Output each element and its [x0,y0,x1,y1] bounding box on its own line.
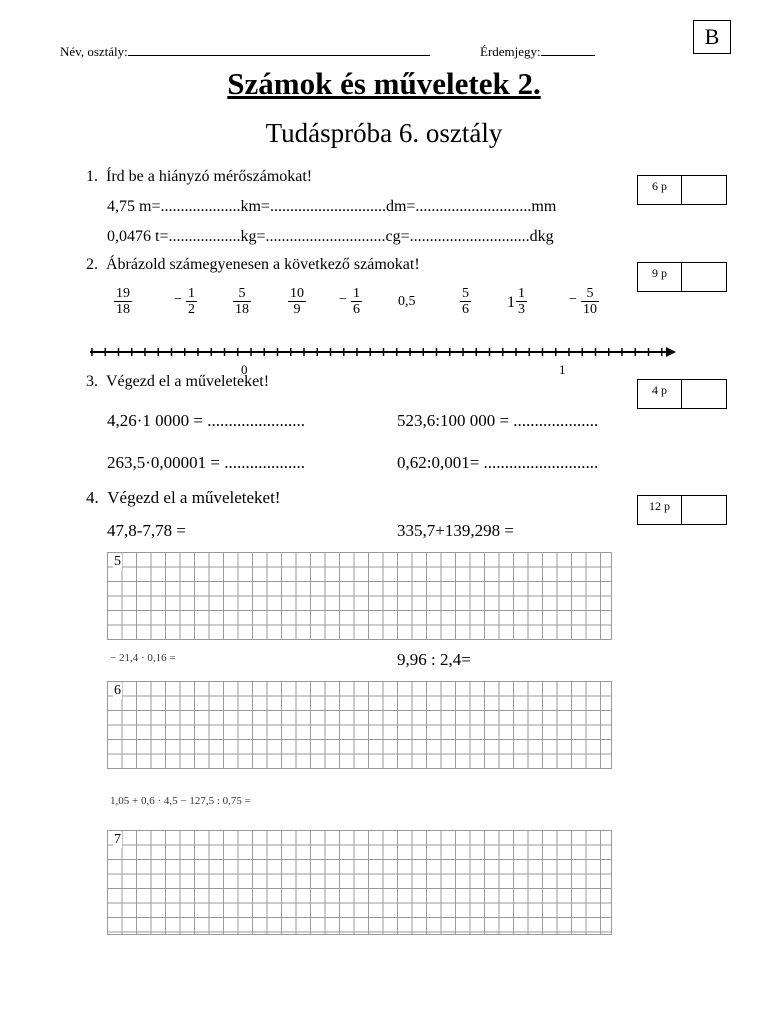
q3-op-1[interactable]: 4,26·1 0000 = ....................... [107,411,305,430]
fraction-2: $\frac{1}{2}$ [188,286,195,317]
decimal-value: 0,5 [398,294,416,309]
fraction-5-sign: − [339,292,347,307]
fraction-6: $\frac{5}{6}$ [462,286,469,317]
fraction-5: $\frac{1}{6}$ [353,286,360,317]
page-subtitle: Tudáspróba 6. osztály [265,118,503,148]
q1-heading [86,168,312,186]
q4-points-label: 12 p [638,496,682,524]
fraction-8: $\frac{5}{10}$ [583,286,597,317]
name-line[interactable] [128,43,430,56]
q3-points-label: 4 p [638,380,682,408]
q4-op-4: 9,96 : 2,4= [397,650,471,669]
name-field [60,43,430,60]
answer-grid-5[interactable] [107,552,612,640]
grid-label-6: 6 [114,683,121,698]
q4-heading [86,488,280,508]
q4-op-1: 47,8-7,78 = [107,521,186,540]
q1-number: 1. [86,168,98,185]
fraction-2-sign: − [174,292,182,307]
fraction-3: $\frac{5}{18}$ [235,286,249,317]
q2-text: Ábrázold számegyenesen a következő számokat! [106,256,420,273]
q1-line-1[interactable]: 4,75 m=....................km=.............................dm=.............................mm [107,198,557,215]
q1-score-cell[interactable] [682,176,726,204]
q3-op-2[interactable]: 523,6:100 000 = .................... [397,411,599,430]
fraction-8-sign: − [569,292,577,307]
q4-text: Végezd el a műveleteket! [107,488,281,507]
fraction-4: $\frac{10}{9}$ [290,286,304,317]
answer-grid-7[interactable] [107,830,612,935]
fraction-7: $\frac{1}{3}$ [518,286,525,317]
q3-op-4[interactable]: 0,62:0,001= ........................... [397,453,599,472]
q3-points-box [637,379,727,409]
q2-score-cell[interactable] [682,263,726,291]
q1-line-2[interactable]: 0,0476 t=..................kg=..............................cg=..............................dkg [107,228,554,245]
grid-label-7: 7 [114,832,121,847]
q4-score-cell[interactable] [682,496,726,524]
q3-text: Végezd el a műveleteket! [106,373,270,390]
q1-points-label: 6 p [638,176,682,204]
grade-field [480,43,595,60]
q3-op-3[interactable]: 263,5·0,00001 = ................... [107,453,305,472]
number-line[interactable] [88,342,678,364]
grade-label: Érdemjegy: [480,44,541,59]
axis-label-one: 1 [559,362,566,377]
q4-op-3: − 21,4 · 0,16 = [110,652,176,664]
grade-line[interactable] [541,43,595,56]
q4-points-box [637,495,727,525]
page-title: Számok és műveletek 2. [227,66,541,101]
number-line-arrow [666,347,676,357]
name-label: Név, osztály: [60,44,128,59]
q3-heading [86,373,269,391]
fraction-7-whole: 1 [507,294,515,311]
q1-points-box [637,175,727,205]
q2-points-box [637,262,727,292]
q4-op-5: 1,05 + 0,6 · 4,5 − 127,5 : 0,75 = [110,795,251,807]
q1-text: Írd be a hiányzó mérőszámokat! [106,168,313,185]
fraction-1: $\frac{19}{18}$ [116,286,130,317]
grid-label-5: 5 [114,554,121,569]
q3-number: 3. [86,373,98,390]
q4-number: 4. [86,488,99,507]
variant-box: B [693,20,731,54]
q2-number: 2. [86,256,98,273]
q3-score-cell[interactable] [682,380,726,408]
answer-grid-6[interactable] [107,681,612,769]
q2-heading [86,256,420,274]
q2-points-label: 9 p [638,263,682,291]
axis-label-zero: 0 [241,362,248,377]
q4-op-2: 335,7+139,298 = [397,521,514,540]
